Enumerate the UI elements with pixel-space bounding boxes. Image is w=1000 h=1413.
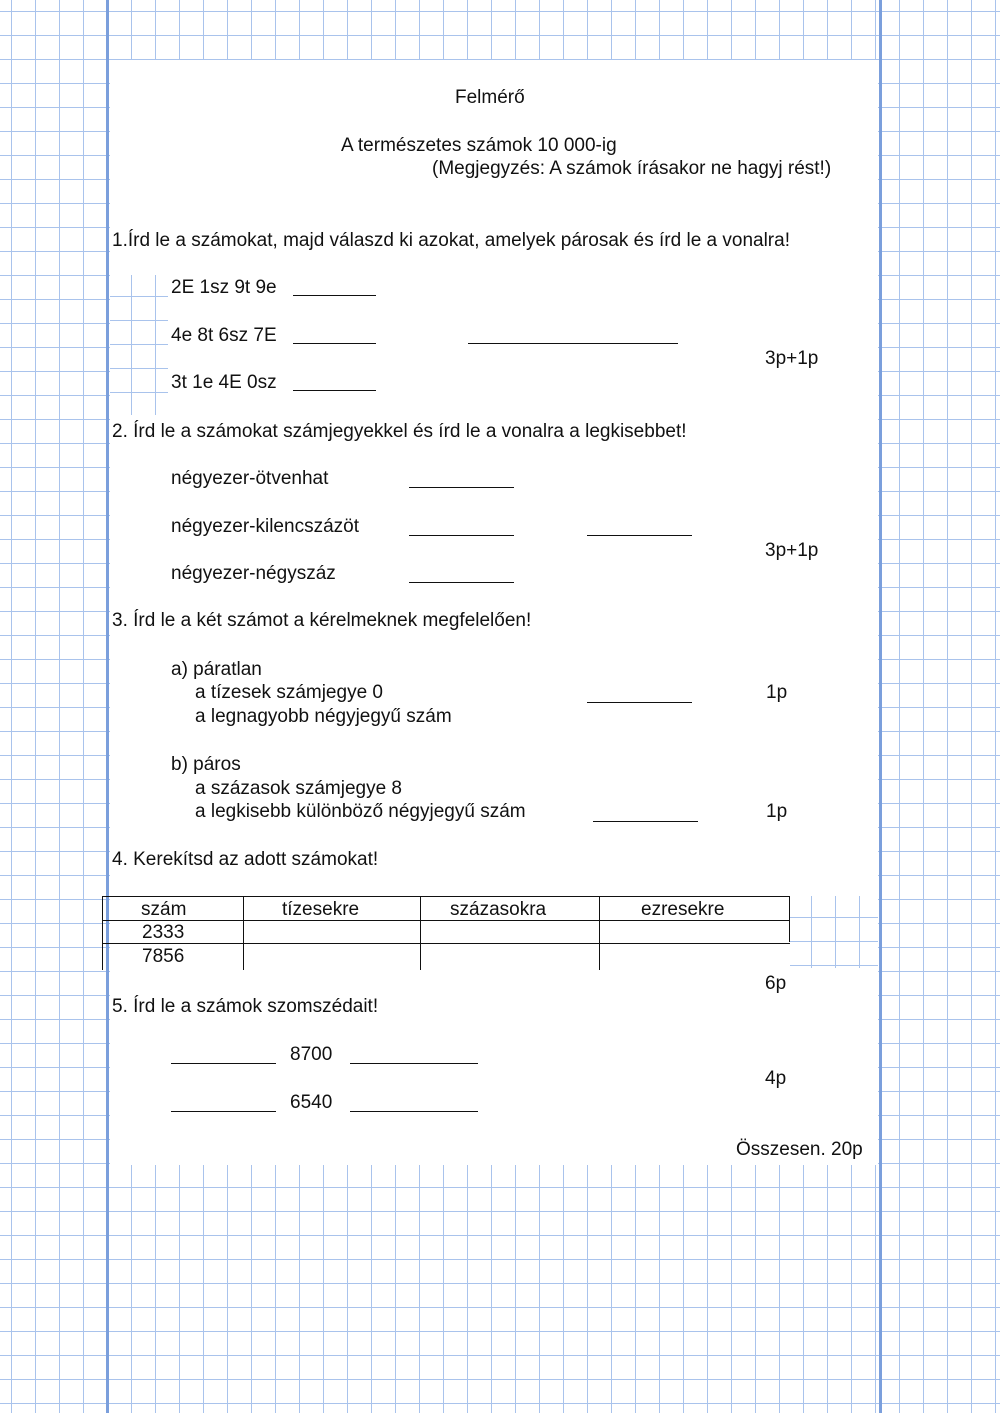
task1-answer-line-3[interactable]	[293, 390, 376, 391]
table-border-top	[102, 896, 790, 897]
table-header-cell: százasokra	[450, 899, 547, 920]
table-header-cell: szám	[141, 899, 187, 920]
task4-points: 6p	[765, 973, 787, 994]
task2-answer-line-1[interactable]	[409, 487, 514, 488]
task3b-condition-1: a százasok számjegye 8	[195, 778, 402, 799]
task4-instruction: 4. Kerekítsd az adott számokat!	[112, 849, 379, 870]
page-subtitle: A természetes számok 10 000-ig	[341, 135, 617, 156]
task2-item: négyezer-ötvenhat	[171, 468, 329, 489]
task5-instruction: 5. Írd le a számok szomszédait!	[112, 996, 379, 1017]
table-col-divider	[420, 896, 421, 970]
task3a-condition-1: a tízesek számjegye 0	[195, 682, 383, 703]
grid-patch-table	[790, 896, 878, 968]
table-header-cell: tízesekre	[282, 899, 360, 920]
table-col-divider	[102, 896, 103, 970]
table-row-value: 7856	[142, 946, 185, 967]
task3a-condition-2: a legnagyobb négyjegyű szám	[195, 706, 452, 727]
task1-answer-line-2[interactable]	[293, 343, 376, 344]
task3a-points: 1p	[766, 682, 788, 703]
table-col-divider	[789, 896, 790, 942]
task1-points: 3p+1p	[765, 348, 819, 369]
task1-item: 2E 1sz 9t 9e	[171, 277, 277, 298]
table-col-divider	[599, 896, 600, 970]
grid-patch-task1	[110, 275, 168, 415]
page-title: Felmérő	[455, 87, 525, 108]
task5-points: 4p	[765, 1068, 787, 1089]
task2-points: 3p+1p	[765, 540, 819, 561]
task2-answer-line-2[interactable]	[409, 535, 514, 536]
right-margin-line	[879, 0, 882, 1413]
table-row-value: 2333	[142, 922, 185, 943]
task1-item: 4e 8t 6sz 7E	[171, 325, 277, 346]
table-header-cell: ezresekre	[641, 899, 725, 920]
task5-predecessor-line-1[interactable]	[171, 1063, 276, 1064]
task5-successor-line-2[interactable]	[350, 1111, 478, 1112]
task1-instruction: 1.Írd le a számokat, majd válaszd ki azokat, amelyek párosak és írd le a vonalra!	[112, 230, 790, 251]
task1-even-answer-line[interactable]	[468, 343, 678, 344]
task2-instruction: 2. Írd le a számokat számjegyekkel és írd le a vonalra a legkisebbet!	[112, 421, 687, 442]
table-row-divider	[102, 943, 790, 944]
task1-item: 3t 1e 4E 0sz	[171, 372, 277, 393]
task3a-answer-line[interactable]	[587, 702, 692, 703]
task1-answer-line-1[interactable]	[293, 295, 376, 296]
task2-item: négyezer-négyszáz	[171, 563, 336, 584]
task3b-points: 1p	[766, 801, 788, 822]
task5-predecessor-line-2[interactable]	[171, 1111, 276, 1112]
task2-answer-line-3[interactable]	[409, 582, 514, 583]
rounding-table	[102, 896, 790, 970]
task3b-condition-2: a legkisebb különböző négyjegyű szám	[195, 801, 526, 822]
table-col-divider	[243, 896, 244, 970]
task2-smallest-answer-line[interactable]	[587, 535, 692, 536]
task3-instruction: 3. Írd le a két számot a kérelmeknek megfelelően!	[112, 610, 532, 631]
left-margin-line	[106, 0, 109, 1413]
total-points: Összesen. 20p	[736, 1139, 863, 1160]
task5-successor-line-1[interactable]	[350, 1063, 478, 1064]
page-note: (Megjegyzés: A számok írásakor ne hagyj rést!)	[432, 158, 832, 179]
task3b-label: b) páros	[171, 754, 241, 775]
task3a-label: a) páratlan	[171, 659, 262, 680]
task5-number: 6540	[290, 1092, 333, 1113]
task3b-answer-line[interactable]	[593, 821, 698, 822]
task5-number: 8700	[290, 1044, 333, 1065]
task2-item: négyezer-kilencszázöt	[171, 516, 359, 537]
